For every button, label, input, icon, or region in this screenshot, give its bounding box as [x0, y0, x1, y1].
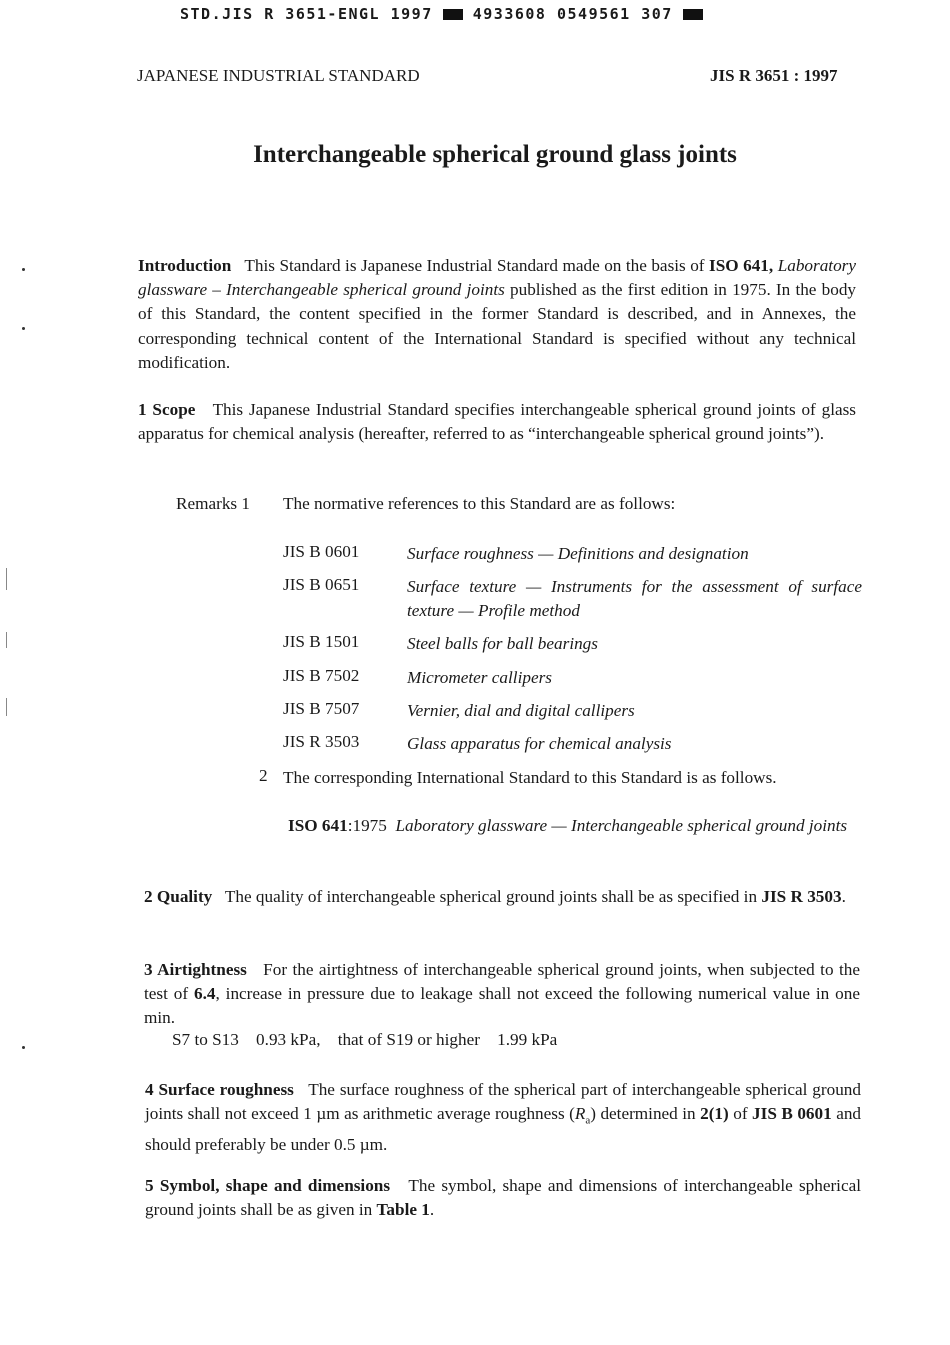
page-title: Interchangeable spherical ground glass joints	[253, 141, 737, 168]
reference-title: Surface roughness — Definitions and designation	[407, 544, 749, 563]
introduction-paragraph: Introduction This Standard is Japanese Industrial Standard made on the basis of ISO 641, Laboratory glassware – Interchangeable spherical ground joints published as the first edition in 1975. In the body of this Standard, the content specified in the former Standard is described, and in Annexes, the corresponding technical content of the International Standard is specified without any technical modification.	[138, 256, 857, 372]
symbol-shape-paragraph: 5 Symbol, shape and dimensions The symbol, shape and dimensions of interchangeable spherical ground joints shall be as given in Table 1.	[145, 1176, 861, 1220]
iso-code: ISO 641	[288, 816, 348, 835]
scan-mark	[6, 568, 7, 590]
reference-title: Steel balls for ball bearings	[407, 634, 598, 653]
scan-mark	[6, 632, 7, 648]
airtightness-paragraph: 3 Airtightness For the airtightness of interchangeable spherical ground joints, when subjected to the test of 6.4, increase in pressure due to leakage shall not exceed the following numerical value in one min.	[144, 960, 860, 1028]
iso-reference-line: ISO 641:1975 Laboratory glassware — Interchangeable spherical ground joints	[288, 816, 848, 835]
iso-title: Laboratory glassware — Interchangeable spherical ground joints	[395, 816, 848, 835]
reference-code: JIS B 1501	[283, 632, 360, 651]
stamp-number: 4933608 0549561 307	[472, 5, 673, 23]
scope-paragraph: 1 Scope This Japanese Industrial Standard specifies interchangeable spherical ground joints of glass apparatus for chemical analysis (hereafter, referred to as “interchangeable spherical ground joints”).	[138, 400, 856, 444]
introduction-heading: Introduction	[138, 256, 232, 275]
scan-speck	[22, 268, 25, 271]
reference-title: Vernier, dial and digital callipers	[407, 701, 635, 720]
reference-title: Micrometer callipers	[407, 668, 552, 687]
reference-title: Glass apparatus for chemical analysis	[407, 734, 672, 753]
document-stamp	[180, 5, 713, 23]
scope-heading: 1 Scope	[138, 400, 196, 419]
reference-code: JIS B 7502	[283, 666, 360, 685]
remarks-intro: The normative references to this Standard are as follows:	[283, 494, 676, 513]
airtightness-values: S7 to S13 0.93 kPa, that of S19 or higher 1.99 kPa	[172, 1030, 558, 1049]
remark-2-number: 2	[259, 766, 268, 785]
reference-code: JIS R 3503	[283, 732, 360, 751]
header-standard-number: JIS R 3651 : 1997	[710, 66, 838, 85]
scan-speck	[22, 1046, 25, 1049]
reference-code: JIS B 0601	[283, 542, 360, 561]
symbol-shape-heading: 5 Symbol, shape and dimensions	[145, 1176, 391, 1195]
quality-heading: 2 Quality	[144, 887, 213, 906]
quality-paragraph: 2 Quality The quality of interchangeable spherical ground joints shall be as specified in JIS R 3503.	[144, 887, 846, 906]
scan-mark	[6, 698, 7, 716]
reference-code: JIS B 0651	[283, 575, 360, 594]
remark-2-text: The corresponding International Standard to this Standard is as follows.	[283, 768, 777, 787]
iso-title: Laboratory glassware – Interchangeable spherical ground joints	[138, 256, 856, 300]
stamp-code: STD.JIS R 3651-ENGL 1997	[180, 5, 433, 23]
surface-roughness-paragraph: 4 Surface roughness The surface roughness of the spherical part of interchangeable spherical ground joints shall not exceed 1 µm as arithmetic average roughness $(R_a)$ determined in 2(1) of JIS B 0601 and should preferably be under 0.5 µm.	[145, 1080, 862, 1154]
reference-title: Surface texture — Instruments for the assessment of surface texture — Profile method	[407, 577, 862, 620]
iso-reference: ISO 641,	[709, 256, 774, 275]
reference-code: JIS B 7507	[283, 699, 360, 718]
remarks-label: Remarks 1	[176, 494, 250, 513]
airtightness-heading: 3 Airtightness	[144, 960, 247, 979]
stamp-block	[443, 9, 463, 20]
scan-speck	[22, 327, 25, 330]
surface-roughness-heading: 4 Surface roughness	[145, 1080, 294, 1099]
stamp-block	[683, 9, 703, 20]
header-standard-name: JAPANESE INDUSTRIAL STANDARD	[137, 66, 420, 85]
